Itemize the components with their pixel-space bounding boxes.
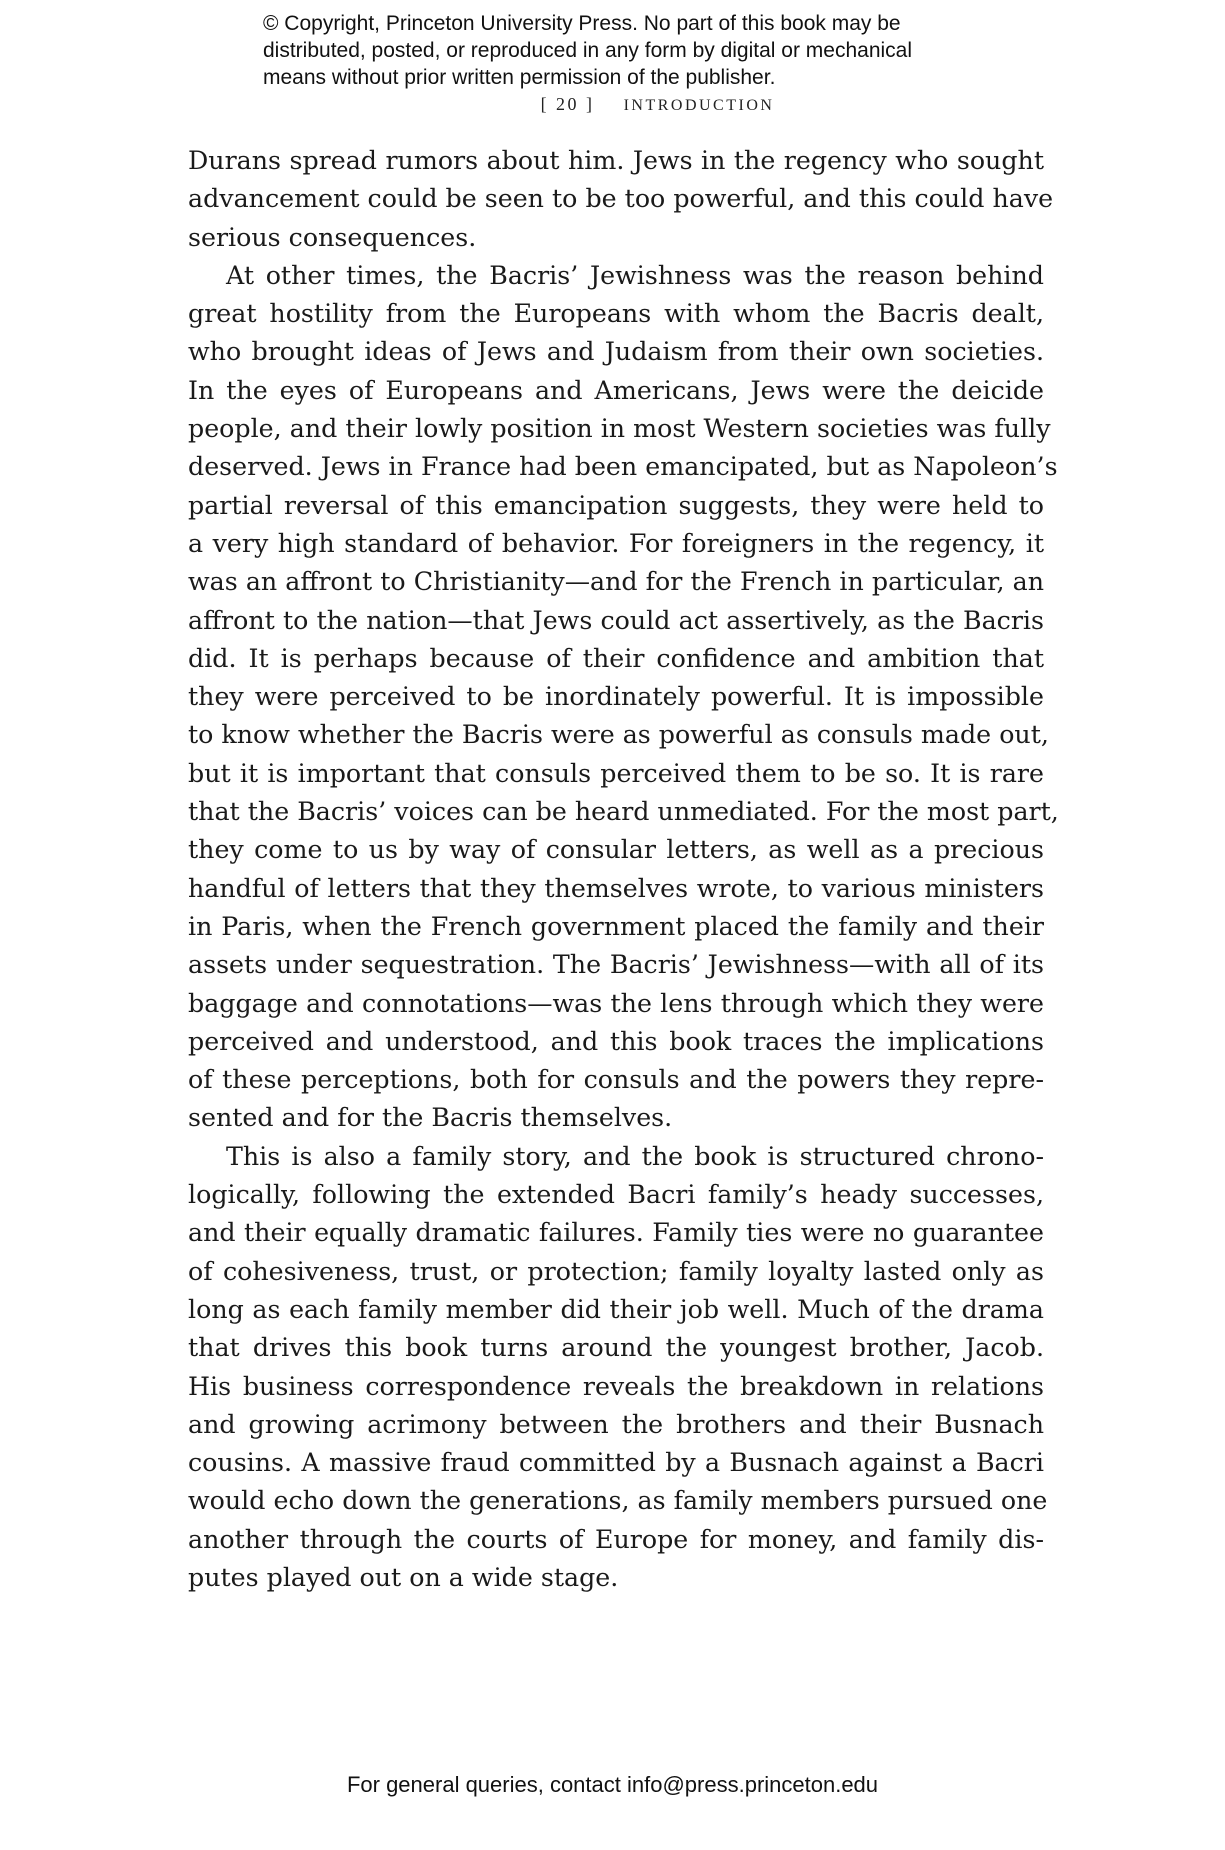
text-line: that the Bacris’ voices can be heard unmediated. For the most part, (188, 797, 1059, 827)
text-line: sented and for the Bacris themselves. (188, 1103, 673, 1133)
text-line: another through the courts of Europe for money, and family dis- (188, 1524, 1044, 1554)
paragraph (188, 142, 1054, 257)
text-line: advancement could be seen to be too powerful, and this could have (188, 184, 1054, 214)
body-text (188, 142, 1059, 1597)
section-title: INTRODUCTION (623, 97, 775, 114)
text-line: they come to us by way of consular letters, as well as a precious (188, 835, 1044, 865)
text-line: partial reversal of this emancipation suggests, they were held to (188, 490, 1044, 520)
text-line: was an affront to Christianity—and for the French in particular, an (188, 567, 1044, 597)
running-head (0, 94, 1225, 115)
text-line: His business correspondence reveals the breakdown in relations (188, 1371, 1044, 1401)
text-line: Durans spread rumors about him. Jews in the regency who sought (188, 146, 1044, 175)
paragraph (188, 257, 1059, 1138)
text-line: did. It is perhaps because of their confidence and ambition that (188, 643, 1044, 673)
text-line: baggage and connotations—was the lens through which they were (188, 988, 1044, 1018)
footer-contact: For general queries, contact info@press.princeton.edu (346, 1772, 879, 1797)
text-line: that drives this book turns around the youngest brother, Jacob. (188, 1333, 1044, 1363)
text-line: and their equally dramatic failures. Family ties were no guarantee (188, 1218, 1044, 1248)
text-line: of cohesiveness, trust, or protection; family loyalty lasted only as (188, 1256, 1044, 1286)
copyright-notice (263, 10, 1023, 91)
text-line: people, and their lowly position in most Western societies was fully (188, 414, 1051, 444)
text-line: would echo down the generations, as family members pursued one (188, 1486, 1048, 1516)
text-line: deserved. Jews in France had been emancipated, but as Napoleon’s (188, 452, 1058, 482)
text-line: At other times, the Bacris’ Jewishness was the reason behind (226, 260, 1044, 290)
text-line: but it is important that consuls perceived them to be so. It is rare (188, 758, 1044, 788)
text-line: and growing acrimony between the brothers and their Busnach (188, 1409, 1044, 1439)
text-line: to know whether the Bacris were as powerful as consuls made out, (188, 720, 1049, 750)
text-line: of these perceptions, both for consuls and the powers they repre- (188, 1065, 1044, 1095)
text-line: a very high standard of behavior. For foreigners in the regency, it (188, 528, 1044, 558)
copyright-line: distributed, posted, or reproduced in any form by digital or mechanical (263, 39, 913, 62)
text-line: perceived and understood, and this book traces the implications (188, 1026, 1044, 1056)
text-line: cousins. A massive fraud committed by a Busnach against a Bacri (188, 1448, 1044, 1478)
page-number: [ 20 ] (540, 94, 595, 114)
text-line: assets under sequestration. The Bacris’ Jewishness—with all of its (188, 950, 1044, 980)
text-line: long as each family member did their job well. Much of the drama (188, 1294, 1044, 1324)
text-line: serious consequences. (188, 222, 477, 252)
text-line: in Paris, when the French government placed the family and their (188, 911, 1044, 941)
text-line: who brought ideas of Jews and Judaism from their own societies. (188, 337, 1044, 367)
text-line: This is also a family story, and the book is structured chrono- (226, 1141, 1044, 1171)
paragraph (188, 1138, 1048, 1598)
text-line: great hostility from the Europeans with whom the Bacris dealt, (188, 299, 1044, 329)
copyright-line: © Copyright, Princeton University Press. No part of this book may be (263, 12, 901, 35)
text-line: they were perceived to be inordinately powerful. It is impossible (188, 682, 1044, 712)
text-line: In the eyes of Europeans and Americans, Jews were the deicide (188, 375, 1044, 405)
copyright-line: means without prior written permission of the publisher. (263, 66, 776, 89)
text-line: putes played out on a wide stage. (188, 1562, 619, 1592)
text-line: affront to the nation—that Jews could act assertively, as the Bacris (188, 605, 1044, 635)
text-line: handful of letters that they themselves wrote, to various ministers (188, 873, 1044, 903)
text-line: logically, following the extended Bacri family’s heady successes, (188, 1180, 1044, 1210)
